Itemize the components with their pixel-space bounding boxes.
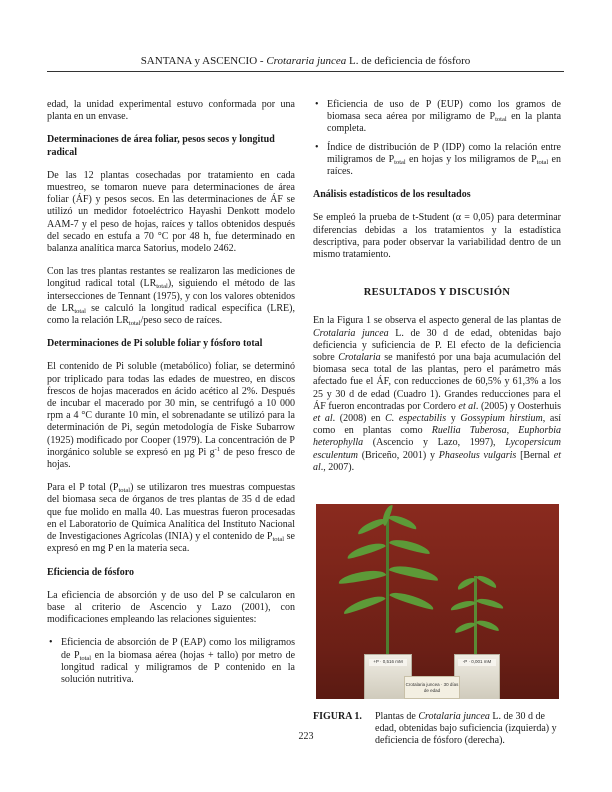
heading-phosphorus-efficiency: Eficiencia de fósforo: [47, 566, 135, 578]
list-item-eup: • Eficiencia de uso de P (EUP) como los gramos de biomasa seca aérea por miligramo de $P_{total}$ en la planta completa.: [313, 99, 561, 136]
leaf: [389, 589, 435, 611]
leaf: [454, 620, 477, 634]
list-item-eap: • Eficiencia de absorción de P (EAP) como los miligramos de $P_{total}$ en la biomasa aérea (hojas + tallo) por metro de longitud radical y miligramos de P contenido en la solución nutritiva.: [47, 637, 295, 686]
header-title-rest: L. de deficiencia de fósforo: [346, 55, 471, 67]
intro-paragraph: edad, la unidad experimental estuvo conformada por una planta en un envase.: [47, 99, 295, 123]
heading-results: RESULTADOS Y DISCUSIÓN: [363, 287, 511, 299]
leaf: [476, 618, 501, 632]
efficiency-list: [47, 637, 295, 686]
leaf: [476, 573, 498, 589]
paragraph-total-p: Para el P total $(P_{total})$ se utilizaron tres muestras compuestas del biomasa seca de órganos de tres plantas de 35 d de edad que fue molido en malla 40. Las muestras fueron procesadas en el Laboratorio de Química Analítica del Instituto Nacional de Investigaciones Agrícolas (INIA) y el contenido de $P_{total}$ se expresó en mg P en la materia seca.: [47, 482, 295, 555]
figure-label: FIGURA 1.: [313, 711, 362, 723]
paragraph-statistics: Se empleó la prueba de t-Student (α = 0,05) para determinar diferencias debidas a los tratamientos y la estadística descriptiva, para poder observar la variabilidad dentro de un mismo tratamiento.: [313, 212, 561, 261]
paragraph-leaf-area: De las 12 plantas cosechadas por tratamiento en cada muestreo, se tomaron nueve para determinaciones de área foliar (ÁF) y pesos secos. En las determinaciones de ÁF se utilizó un medidor fotoeléctrico Hayashi Denkott modelo AAM-7 y el peso de hojas, raíces y tallos obtenidos después del secado en estufa a 70 °C por 48 h, fue determinado en balanza analítica marca Satorius, modelo 2462.: [47, 169, 295, 255]
paragraph-soluble-pi: El contenido de Pi soluble (metabólico) foliar, se determinó por triplicado para todas las edades de muestreo, en discos frescos de hojas macerados en ácido acético al 2%. Después de incubar el macerado por 30 min, se centrifugó a 10 000 rpm a 4 °C durante 10 min, el sobrenadante se utilizó para la determinación de Pi, según metodología de Fiske Subarrow (1925) modificado por Cooper (1979). La concentración de P inorgánico soluble se expresó en µg Pi $g^{-1}$ de peso fresco de hojas.: [47, 361, 295, 471]
plant-photograph: [316, 504, 559, 699]
list-item-idp: • Índice de distribución de P (IDP) como la relación entre miligramos de $P_{total}$ en hojas y los miligramos de $P_{total}$ en raíces.: [313, 142, 561, 179]
leaf: [389, 563, 440, 582]
page-number: 223: [298, 731, 314, 742]
figure-caption-text: Plantas de Crotalaria juncea L. de 30 d de edad, obtenidas bajo suficiencia (izquierda) y deficiencia de fósforo (derecha).: [375, 711, 557, 747]
header-rule: [47, 71, 564, 72]
header-authors: SANTANA y ASCENCIO -: [140, 55, 267, 67]
leaf: [342, 593, 386, 616]
heading-leaf-area: Determinaciones de área foliar, pesos secos y longitud radical: [47, 134, 275, 158]
paragraph-phosphorus-efficiency: La eficiencia de absorción y de uso del P se calcularon en base al criterio de Ascencio y Lazo (2001), con modificaciones empleando las relaciones siguientes:: [47, 589, 295, 626]
pot-label-sufficient: +P · 0,516 mM: [369, 659, 407, 666]
leaf: [388, 513, 418, 531]
leaf: [389, 537, 432, 556]
heading-statistics: Análisis estadísticos de los resultados: [313, 189, 471, 201]
left-column: [47, 99, 295, 697]
leaf: [346, 540, 387, 560]
heading-soluble-pi: Determinaciones de Pi soluble foliar y fósforo total: [47, 338, 263, 350]
paragraph-root-length: Con las tres plantas restantes se realizaron las mediciones de longitud radical total $(LR_{total})$, siguiendo el método de las intersecciones de Tennant (1975), y con los valores obtenidos de $LR_{total}$ se calculó la longitud radical específica (LRE), como la relación $LR_{total}$/peso seco de raíces.: [47, 266, 295, 328]
leaf: [476, 597, 505, 610]
plant-stem-sufficient: [386, 516, 389, 664]
pot-deficient: [454, 654, 500, 699]
right-column: [313, 99, 561, 748]
label-card: Crotalaria juncea · 30 días de edad: [404, 676, 460, 699]
running-header: [47, 55, 564, 67]
paragraph-results: En la Figura 1 se observa el aspecto general de las plantas de Crotalaria juncea L. de 30 d de edad, obtenidas bajo deficiencia y suficiencia de P. El efecto de la deficiencia sobre Crotalaria se manifestó por una baja acumulación del biomasa seca total de las plantas, pero el parámetro más afectado fue el ÁF, con reducciones de 60,5% y 61,3% a los 25 y 30 d de edad (Cuadro 1). Grandes reducciones para el ÁF fueron encontradas por Cordero et al. (2005) y Oosterhuis et al. (2008) en C. espectabilis y Gossypium hirstium, así como en plantas como Ruellia Tuberosa, Euphorbia heterophylla (Ascencio y Lazo, 1997), Lycopersicum esculentum (Briceño, 2001) y Phaseolus vulgaris [Bernal et al., 2007).: [313, 315, 562, 473]
leaf: [450, 599, 477, 612]
pot-label-deficient: -P · 0,001 mM: [458, 659, 496, 666]
leaf: [338, 568, 387, 585]
header-species: Crotararia juncea: [266, 55, 347, 67]
efficiency-list-cont: [313, 99, 561, 178]
figure-caption: [313, 711, 561, 748]
